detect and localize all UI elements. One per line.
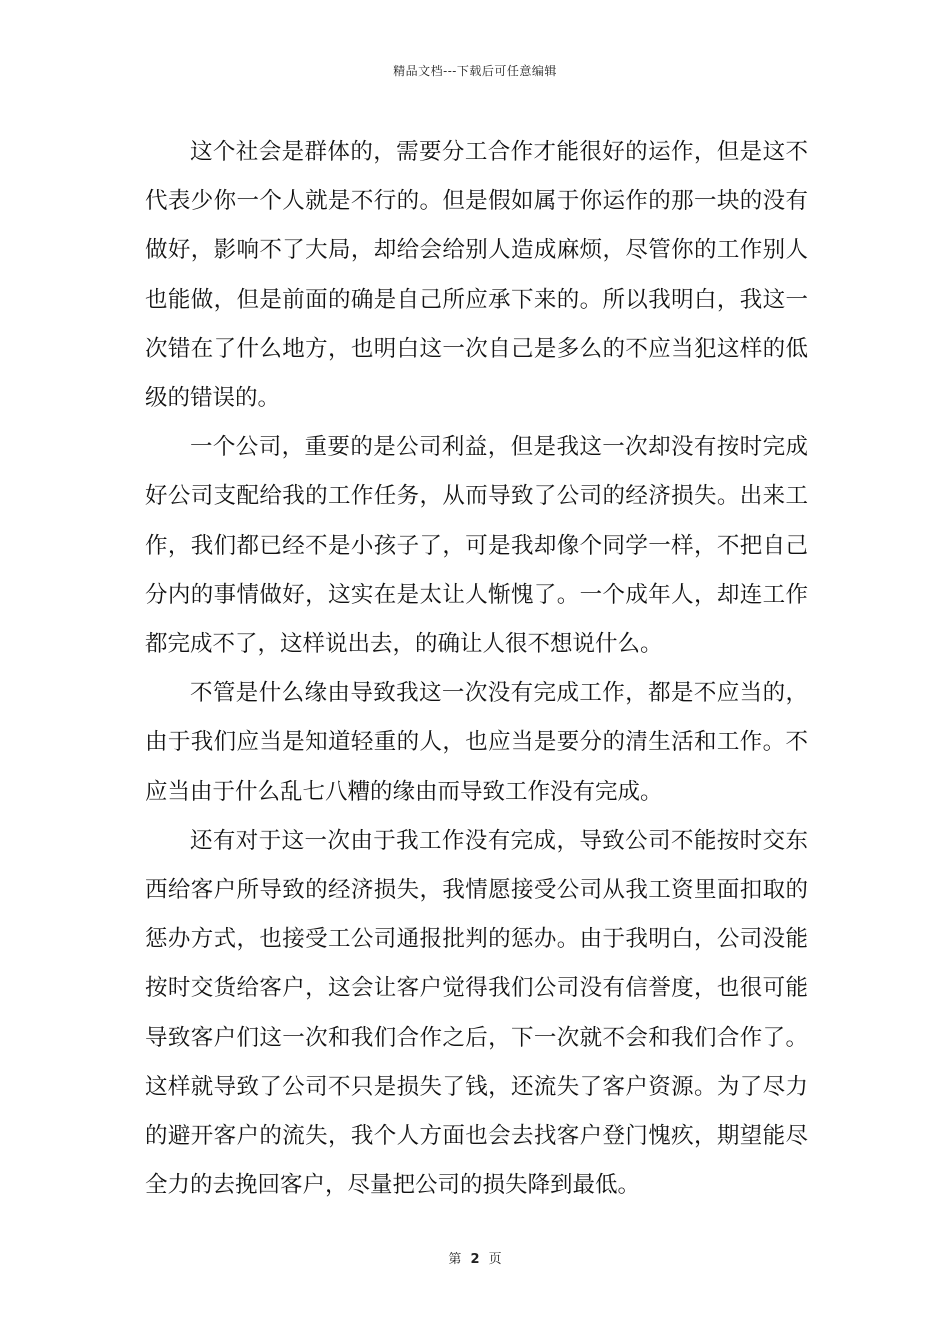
- page-header: 精品文档---下载后可任意编辑: [393, 64, 557, 78]
- page-number-suffix: 页: [488, 1252, 502, 1267]
- paragraph: 还有对于这一次由于我工作没有完成，导致公司不能按时交东西给客户所导致的经济损失，我情愿接受公司从我工资里面扣取的惩办方式，也接受工公司通报批判的惩办。由于我明白，公司没能按时交货给客户，这会让客户觉得我们公司没有信誉度，也很可能导致客户们这一次和我们合作之后，下一次就不会和我们合作了。这样就导致了公司不只是损失了钱，还流失了客户资源。为了尽力的避开客户的流失，我个人方面也会去找客户登门愧疚，期望能尽全力的去挽回客户，尽量把公司的损失降到最低。: [145, 827, 808, 1199]
- page-footer: [0, 1248, 950, 1267]
- paragraph: 不管是什么缘由导致我这一次没有完成工作，都是不应当的，由于我们应当是知道轻重的人，也应当是要分的清生活和工作。不应当由于什么乱七八糟的缘由而导致工作没有完成。: [145, 680, 808, 805]
- page-number: 2: [470, 1252, 480, 1267]
- paragraph: 这个社会是群体的，需要分工合作才能很好的运作，但是这不代表少你一个人就是不行的。但是假如属于你运作的那一块的没有做好，影响不了大局，却给会给别人造成麻烦，尽管你的工作别人也能做，但是前面的确是自己所应承下来的。所以我明白，我这一次错在了什么地方，也明白这一次自己是多么的不应当犯这样的低级的错误的。: [145, 139, 808, 412]
- page-number-prefix: 第: [448, 1252, 462, 1267]
- body-text: [145, 128, 808, 1210]
- paragraph: 一个公司，重要的是公司利益，但是我这一次却没有按时完成好公司支配给我的工作任务，从而导致了公司的经济损失。出来工作，我们都已经不是小孩子了，可是我却像个同学一样，不把自己分内的事情做好，这实在是太让人惭愧了。一个成年人，却连工作都完成不了，这样说出去，的确让人很不想说什么。: [145, 434, 808, 658]
